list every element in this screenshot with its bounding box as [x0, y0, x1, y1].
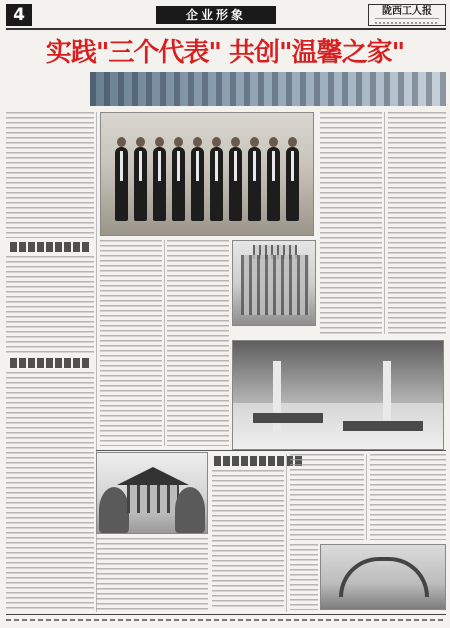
- person: [134, 147, 147, 221]
- person: [267, 147, 280, 221]
- group-photo: [100, 112, 314, 236]
- person: [210, 147, 223, 221]
- text-column-10: [290, 544, 318, 610]
- page-number: 4: [6, 4, 32, 26]
- text-column-1c: [6, 372, 94, 612]
- top-rule: [6, 28, 446, 30]
- top-bar: [6, 4, 446, 26]
- column-rule: [366, 454, 367, 540]
- text-column-8: [290, 454, 364, 540]
- pavilion-body: [127, 485, 179, 513]
- person: [191, 147, 204, 221]
- masthead: [368, 4, 446, 26]
- text-column-6: [96, 538, 208, 610]
- tier-rule: [96, 450, 446, 451]
- person: [248, 147, 261, 221]
- interior-desk: [253, 413, 323, 423]
- building-photo: [232, 240, 316, 326]
- person: [172, 147, 185, 221]
- text-column-4: [100, 240, 162, 446]
- pavilion-roof: [117, 467, 189, 485]
- page-footer: [6, 614, 446, 624]
- tree: [99, 487, 129, 533]
- text-column-1b: [6, 256, 94, 354]
- text-column-9: [370, 454, 446, 540]
- column-rule: [384, 112, 385, 334]
- text-column-2: [320, 112, 382, 334]
- column-rule: [164, 240, 165, 446]
- gate-photo: [320, 544, 446, 610]
- subhead-2: [10, 358, 90, 368]
- tree: [175, 487, 205, 533]
- column-rule: [96, 112, 97, 612]
- person: [153, 147, 166, 221]
- text-column-7: [212, 470, 284, 610]
- subhead-1: [10, 242, 90, 252]
- section-title: 企业形象: [156, 6, 276, 24]
- interior-desk: [343, 421, 423, 431]
- masthead-name: 陇西工人报: [382, 6, 432, 17]
- masthead-date-line: [375, 18, 439, 26]
- building-facade: [241, 255, 309, 315]
- subtitle-photo-band: [90, 72, 446, 106]
- interior-photo: [232, 340, 444, 450]
- pavilion-photo: [96, 452, 208, 534]
- person: [115, 147, 128, 221]
- text-column-3: [388, 112, 446, 334]
- text-column-1: [6, 112, 94, 238]
- text-column-5: [167, 240, 229, 446]
- headline: 实践"三个代表" 共创"温馨之家": [45, 38, 405, 68]
- gate-arch: [339, 557, 429, 597]
- person: [286, 147, 299, 221]
- person: [229, 147, 242, 221]
- building-facade-image: [90, 72, 446, 106]
- column-rule: [286, 454, 287, 612]
